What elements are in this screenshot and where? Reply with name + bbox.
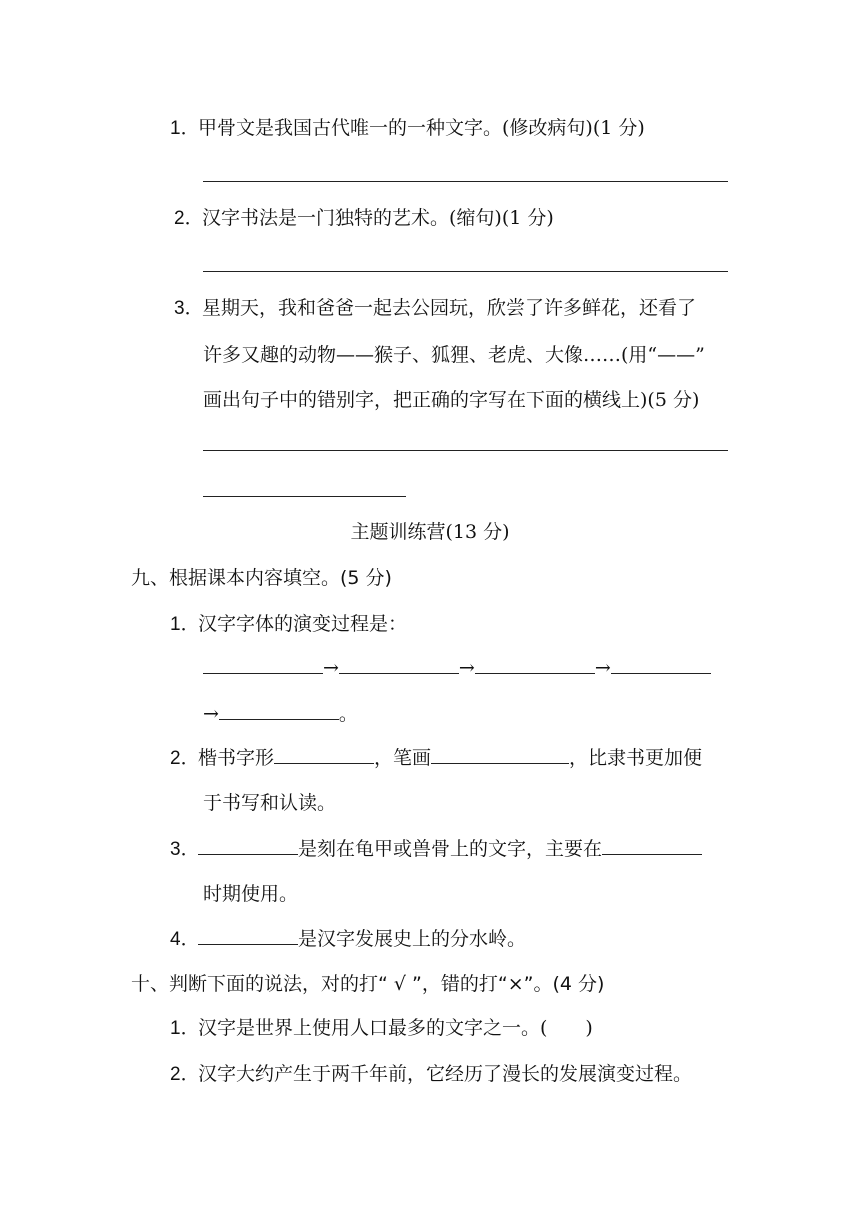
fill-blank[interactable] bbox=[602, 853, 702, 855]
question-10-1 bbox=[170, 1019, 593, 1038]
question-8-1 bbox=[170, 119, 645, 138]
arrow-icon: → bbox=[594, 657, 611, 679]
question-9-2 bbox=[170, 749, 702, 768]
period: 。 bbox=[338, 703, 358, 725]
item-text: 汉字字体的演变过程是： bbox=[198, 613, 408, 635]
item-text: ，比隶书更加便 bbox=[569, 747, 703, 769]
answer-line[interactable] bbox=[203, 450, 728, 451]
question-10-title: 十、判断下面的说法，对的打“ √ ”，错的打“×”。(4 分) bbox=[131, 973, 605, 995]
arrow-icon: → bbox=[203, 703, 219, 725]
item-number: 2． bbox=[170, 748, 200, 769]
question-9-title: 九、根据课本内容填空。(5 分) bbox=[131, 567, 392, 589]
item-text: 汉字大约产生于两千年前，它经历了漫长的发展演变过程。 bbox=[198, 1063, 693, 1085]
item-number: 4． bbox=[170, 929, 200, 950]
item-number: 1． bbox=[170, 118, 200, 139]
item-text-cont: 于书写和认读。 bbox=[203, 792, 337, 814]
item-text-line3: 画出句子中的错别字，把正确的字写在下面的横线上)(5 分) bbox=[203, 389, 700, 411]
question-9-4 bbox=[170, 930, 526, 949]
item-text-line2: 许多又趣的动物——猴子、狐狸、老虎、大像……(用“——” bbox=[203, 344, 705, 366]
item-text: 楷书字形 bbox=[198, 747, 275, 769]
evolution-chain-row2 bbox=[203, 705, 358, 724]
item-text: 是刻在龟甲或兽骨上的文字，主要在 bbox=[298, 838, 603, 860]
fill-blank[interactable] bbox=[219, 718, 339, 720]
question-8-3 bbox=[174, 299, 696, 318]
item-number: 2． bbox=[170, 1064, 200, 1085]
arrow-icon: → bbox=[458, 657, 475, 679]
fill-blank[interactable] bbox=[198, 853, 298, 855]
evolution-chain-row1 bbox=[203, 659, 711, 678]
question-9-3 bbox=[170, 840, 702, 859]
question-8-2 bbox=[174, 209, 554, 228]
question-9-1 bbox=[170, 615, 407, 634]
fill-blank[interactable] bbox=[198, 943, 298, 945]
item-text: 是汉字发展史上的分水岭。 bbox=[298, 928, 527, 950]
item-number: 1． bbox=[170, 1018, 200, 1039]
item-number: 1． bbox=[170, 614, 200, 635]
item-number: 3． bbox=[170, 839, 200, 860]
fill-blank[interactable] bbox=[611, 672, 711, 674]
answer-line[interactable] bbox=[203, 496, 406, 497]
arrow-icon: → bbox=[323, 657, 339, 679]
fill-blank[interactable] bbox=[274, 762, 374, 764]
item-number: 3． bbox=[174, 298, 204, 319]
answer-line[interactable] bbox=[203, 271, 728, 272]
item-text: 汉字书法是一门独特的艺术。(缩句)(1 分) bbox=[202, 207, 554, 229]
fill-blank[interactable] bbox=[475, 672, 595, 674]
fill-blank[interactable] bbox=[203, 672, 323, 674]
answer-line[interactable] bbox=[203, 181, 728, 182]
fill-blank[interactable] bbox=[339, 672, 459, 674]
item-text: 汉字是世界上使用人口最多的文字之一。( ) bbox=[198, 1017, 593, 1039]
fill-blank[interactable] bbox=[431, 762, 569, 764]
item-text-line1: 星期天，我和爸爸一起去公园玩，欣尝了许多鲜花，还看了 bbox=[202, 297, 697, 319]
item-text: 甲骨文是我国古代唯一的一种文字。(修改病句)(1 分) bbox=[198, 117, 645, 139]
section-title: 主题训练营(13 分) bbox=[350, 521, 510, 543]
item-text: ，笔画 bbox=[374, 747, 432, 769]
question-10-2 bbox=[170, 1065, 692, 1084]
item-text-cont: 时期使用。 bbox=[203, 883, 299, 905]
item-number: 2． bbox=[174, 208, 204, 229]
